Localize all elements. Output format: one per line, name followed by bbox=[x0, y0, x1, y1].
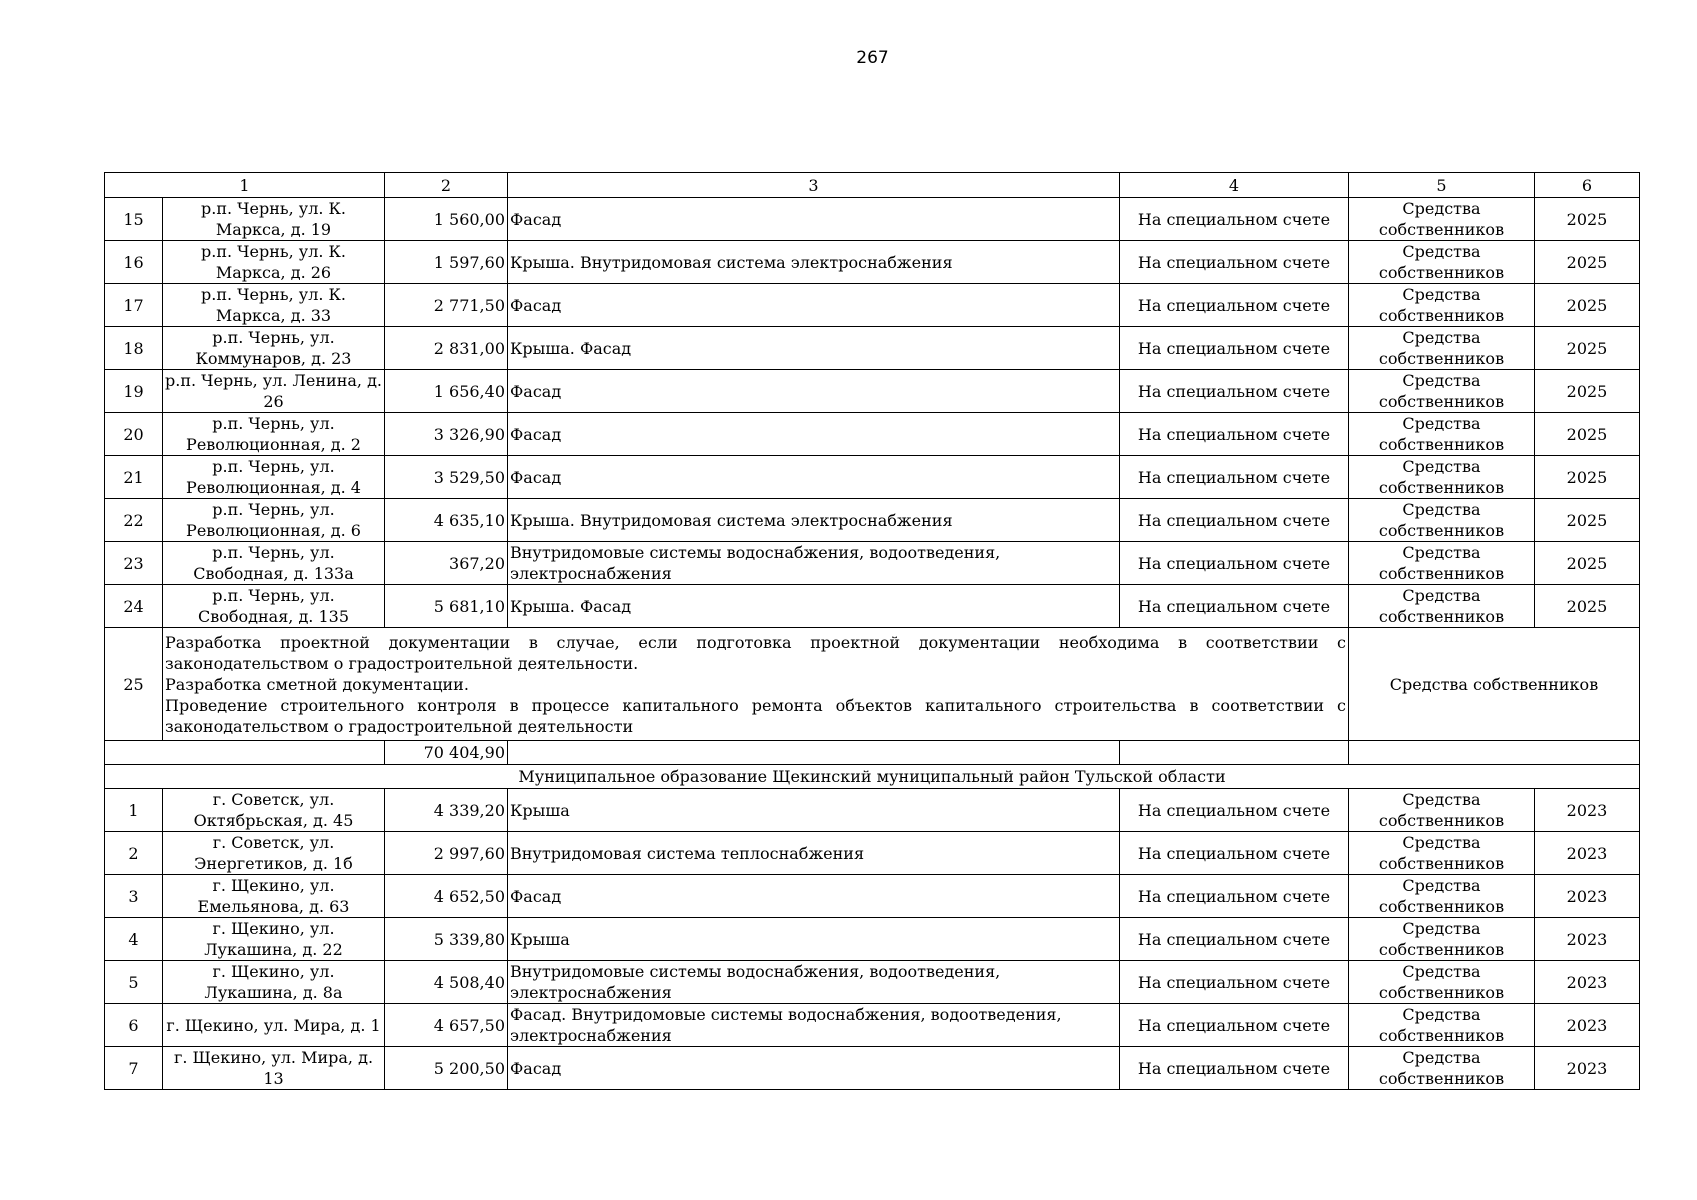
row-number: 19 bbox=[105, 370, 163, 413]
total-empty-cell bbox=[1120, 741, 1349, 765]
work-type-cell: Фасад bbox=[508, 284, 1120, 327]
cost-cell: 5 200,50 bbox=[385, 1047, 508, 1090]
account-cell: На специальном счете bbox=[1120, 456, 1349, 499]
account-cell: На специальном счете bbox=[1120, 327, 1349, 370]
row-number: 7 bbox=[105, 1047, 163, 1090]
funding-source-cell: Средства собственников bbox=[1349, 585, 1535, 628]
cost-cell: 5 681,10 bbox=[385, 585, 508, 628]
account-cell: На специальном счете bbox=[1120, 585, 1349, 628]
cost-cell: 4 508,40 bbox=[385, 961, 508, 1004]
description-paragraph: Разработка сметной документации. bbox=[165, 674, 469, 694]
funding-source-cell: Средства собственников bbox=[1349, 1004, 1535, 1047]
year-cell: 2023 bbox=[1535, 961, 1640, 1004]
table-row bbox=[105, 241, 1640, 284]
table-row bbox=[105, 1047, 1640, 1090]
address-cell: г. Щекино, ул. Емельянова, д. 63 bbox=[163, 875, 385, 918]
account-cell: На специальном счете bbox=[1120, 413, 1349, 456]
address-cell: р.п. Чернь, ул. Революционная, д. 6 bbox=[163, 499, 385, 542]
row-number: 23 bbox=[105, 542, 163, 585]
work-type-cell: Фасад. Внутридомовые системы водоснабжения, водоотведения, электроснабжения bbox=[508, 1004, 1120, 1047]
cost-cell: 1 597,60 bbox=[385, 241, 508, 284]
header-col-3: 3 bbox=[508, 173, 1120, 198]
row-number: 1 bbox=[105, 789, 163, 832]
work-type-cell: Крыша. Внутридомовая система электроснабжения bbox=[508, 499, 1120, 542]
year-cell: 2025 bbox=[1535, 499, 1640, 542]
address-cell: г. Щекино, ул. Лукашина, д. 22 bbox=[163, 918, 385, 961]
address-cell: р.п. Чернь, ул. К. Маркса, д. 33 bbox=[163, 284, 385, 327]
table-row bbox=[105, 1004, 1640, 1047]
total-cost-cell: 70 404,90 bbox=[385, 741, 508, 765]
table-row bbox=[105, 198, 1640, 241]
header-col-6: 6 bbox=[1535, 173, 1640, 198]
cost-cell: 367,20 bbox=[385, 542, 508, 585]
work-type-cell: Внутридомовые системы водоснабжения, водоотведения, электроснабжения bbox=[508, 961, 1120, 1004]
work-type-cell: Фасад bbox=[508, 413, 1120, 456]
row-number: 20 bbox=[105, 413, 163, 456]
table-row bbox=[105, 456, 1640, 499]
year-cell: 2023 bbox=[1535, 832, 1640, 875]
table-row bbox=[105, 499, 1640, 542]
table-row bbox=[105, 585, 1640, 628]
cost-cell: 4 652,50 bbox=[385, 875, 508, 918]
table-row bbox=[105, 789, 1640, 832]
table-row-design-docs bbox=[105, 628, 1640, 741]
row-number: 4 bbox=[105, 918, 163, 961]
table-row bbox=[105, 284, 1640, 327]
total-empty-cell bbox=[105, 741, 385, 765]
table-row bbox=[105, 413, 1640, 456]
table-header-row bbox=[105, 173, 1640, 198]
account-cell: На специальном счете bbox=[1120, 875, 1349, 918]
year-cell: 2025 bbox=[1535, 284, 1640, 327]
account-cell: На специальном счете bbox=[1120, 499, 1349, 542]
account-cell: На специальном счете bbox=[1120, 241, 1349, 284]
year-cell: 2023 bbox=[1535, 875, 1640, 918]
account-cell: На специальном счете bbox=[1120, 918, 1349, 961]
year-cell: 2025 bbox=[1535, 542, 1640, 585]
year-cell: 2023 bbox=[1535, 789, 1640, 832]
work-type-cell: Фасад bbox=[508, 370, 1120, 413]
address-cell: р.п. Чернь, ул. Коммунаров, д. 23 bbox=[163, 327, 385, 370]
work-type-cell: Фасад bbox=[508, 875, 1120, 918]
work-type-cell: Крыша bbox=[508, 918, 1120, 961]
account-cell: На специальном счете bbox=[1120, 961, 1349, 1004]
cost-cell: 2 771,50 bbox=[385, 284, 508, 327]
table-row bbox=[105, 542, 1640, 585]
address-cell: р.п. Чернь, ул. Революционная, д. 4 bbox=[163, 456, 385, 499]
cost-cell: 5 339,80 bbox=[385, 918, 508, 961]
description-paragraph: Проведение строительного контроля в процессе капитального ремонта объектов капитального строительства в соответствии с законодательством о градостроительной деятельности bbox=[165, 695, 1346, 736]
funding-source-cell: Средства собственников bbox=[1349, 499, 1535, 542]
row-number: 16 bbox=[105, 241, 163, 284]
year-cell: 2023 bbox=[1535, 1047, 1640, 1090]
work-type-cell: Фасад bbox=[508, 1047, 1120, 1090]
table-row bbox=[105, 918, 1640, 961]
work-type-cell: Внутридомовые системы водоснабжения, водоотведения, электроснабжения bbox=[508, 542, 1120, 585]
address-cell: р.п. Чернь, ул. Свободная, д. 133а bbox=[163, 542, 385, 585]
address-cell: г. Щекино, ул. Лукашина, д. 8а bbox=[163, 961, 385, 1004]
work-type-cell: Фасад bbox=[508, 456, 1120, 499]
address-cell: г. Советск, ул. Октябрьская, д. 45 bbox=[163, 789, 385, 832]
total-empty-cell bbox=[508, 741, 1120, 765]
total-empty-cell bbox=[1349, 741, 1640, 765]
account-cell: На специальном счете bbox=[1120, 542, 1349, 585]
design-docs-description bbox=[163, 628, 1349, 741]
header-col-4: 4 bbox=[1120, 173, 1349, 198]
row-number: 18 bbox=[105, 327, 163, 370]
address-cell: г. Щекино, ул. Мира, д. 13 bbox=[163, 1047, 385, 1090]
capital-repair-table bbox=[104, 172, 1640, 1090]
work-type-cell: Крыша. Внутридомовая система электроснабжения bbox=[508, 241, 1120, 284]
cost-cell: 1 656,40 bbox=[385, 370, 508, 413]
table-row bbox=[105, 327, 1640, 370]
account-cell: На специальном счете bbox=[1120, 789, 1349, 832]
funding-source-cell: Средства собственников bbox=[1349, 327, 1535, 370]
row-number: 22 bbox=[105, 499, 163, 542]
funding-source-cell: Средства собственников bbox=[1349, 370, 1535, 413]
account-cell: На специальном счете bbox=[1120, 284, 1349, 327]
header-col-2: 2 bbox=[385, 173, 508, 198]
row-number: 17 bbox=[105, 284, 163, 327]
work-type-cell: Внутридомовая система теплоснабжения bbox=[508, 832, 1120, 875]
page-number: 267 bbox=[856, 48, 889, 68]
funding-source-cell: Средства собственников bbox=[1349, 832, 1535, 875]
year-cell: 2025 bbox=[1535, 198, 1640, 241]
cost-cell: 3 529,50 bbox=[385, 456, 508, 499]
cost-cell: 3 326,90 bbox=[385, 413, 508, 456]
funding-source-cell: Средства собственников bbox=[1349, 198, 1535, 241]
account-cell: На специальном счете bbox=[1120, 1047, 1349, 1090]
account-cell: На специальном счете bbox=[1120, 832, 1349, 875]
year-cell: 2025 bbox=[1535, 413, 1640, 456]
work-type-cell: Крыша. Фасад bbox=[508, 327, 1120, 370]
total-row bbox=[105, 741, 1640, 765]
cost-cell: 4 635,10 bbox=[385, 499, 508, 542]
address-cell: р.п. Чернь, ул. Свободная, д. 135 bbox=[163, 585, 385, 628]
row-number: 24 bbox=[105, 585, 163, 628]
section-title-row bbox=[105, 765, 1640, 789]
funding-source-cell: Средства собственников bbox=[1349, 1047, 1535, 1090]
cost-cell: 4 657,50 bbox=[385, 1004, 508, 1047]
description-paragraph: Разработка проектной документации в случае, если подготовка проектной документации необходима в соответствии с законодательством о градостроительной деятельности. bbox=[165, 632, 1346, 673]
row-number: 15 bbox=[105, 198, 163, 241]
funding-source-cell: Средства собственников bbox=[1349, 628, 1640, 741]
table-row bbox=[105, 370, 1640, 413]
table-row bbox=[105, 832, 1640, 875]
funding-source-cell: Средства собственников bbox=[1349, 284, 1535, 327]
header-col-5: 5 bbox=[1349, 173, 1535, 198]
funding-source-cell: Средства собственников bbox=[1349, 456, 1535, 499]
table-row bbox=[105, 875, 1640, 918]
work-type-cell: Крыша. Фасад bbox=[508, 585, 1120, 628]
year-cell: 2025 bbox=[1535, 456, 1640, 499]
row-number: 3 bbox=[105, 875, 163, 918]
row-number: 21 bbox=[105, 456, 163, 499]
funding-source-cell: Средства собственников bbox=[1349, 789, 1535, 832]
funding-source-cell: Средства собственников bbox=[1349, 875, 1535, 918]
section-title: Муниципальное образование Щекинский муниципальный район Тульской области bbox=[105, 765, 1640, 789]
year-cell: 2023 bbox=[1535, 918, 1640, 961]
address-cell: р.п. Чернь, ул. К. Маркса, д. 26 bbox=[163, 241, 385, 284]
year-cell: 2025 bbox=[1535, 327, 1640, 370]
address-cell: р.п. Чернь, ул. Ленина, д. 26 bbox=[163, 370, 385, 413]
row-number: 6 bbox=[105, 1004, 163, 1047]
account-cell: На специальном счете bbox=[1120, 370, 1349, 413]
address-cell: р.п. Чернь, ул. К. Маркса, д. 19 bbox=[163, 198, 385, 241]
funding-source-cell: Средства собственников bbox=[1349, 241, 1535, 284]
funding-source-cell: Средства собственников bbox=[1349, 918, 1535, 961]
header-col-1: 1 bbox=[105, 173, 385, 198]
year-cell: 2025 bbox=[1535, 241, 1640, 284]
funding-source-cell: Средства собственников bbox=[1349, 542, 1535, 585]
funding-source-cell: Средства собственников bbox=[1349, 413, 1535, 456]
work-type-cell: Крыша bbox=[508, 789, 1120, 832]
address-cell: г. Советск, ул. Энергетиков, д. 1б bbox=[163, 832, 385, 875]
year-cell: 2025 bbox=[1535, 585, 1640, 628]
cost-cell: 4 339,20 bbox=[385, 789, 508, 832]
cost-cell: 2 997,60 bbox=[385, 832, 508, 875]
row-number: 2 bbox=[105, 832, 163, 875]
work-type-cell: Фасад bbox=[508, 198, 1120, 241]
table-row bbox=[105, 961, 1640, 1004]
row-number: 5 bbox=[105, 961, 163, 1004]
year-cell: 2025 bbox=[1535, 370, 1640, 413]
cost-cell: 2 831,00 bbox=[385, 327, 508, 370]
address-cell: г. Щекино, ул. Мира, д. 1 bbox=[163, 1004, 385, 1047]
account-cell: На специальном счете bbox=[1120, 1004, 1349, 1047]
account-cell: На специальном счете bbox=[1120, 198, 1349, 241]
funding-source-cell: Средства собственников bbox=[1349, 961, 1535, 1004]
year-cell: 2023 bbox=[1535, 1004, 1640, 1047]
address-cell: р.п. Чернь, ул. Революционная, д. 2 bbox=[163, 413, 385, 456]
row-number: 25 bbox=[105, 628, 163, 741]
cost-cell: 1 560,00 bbox=[385, 198, 508, 241]
